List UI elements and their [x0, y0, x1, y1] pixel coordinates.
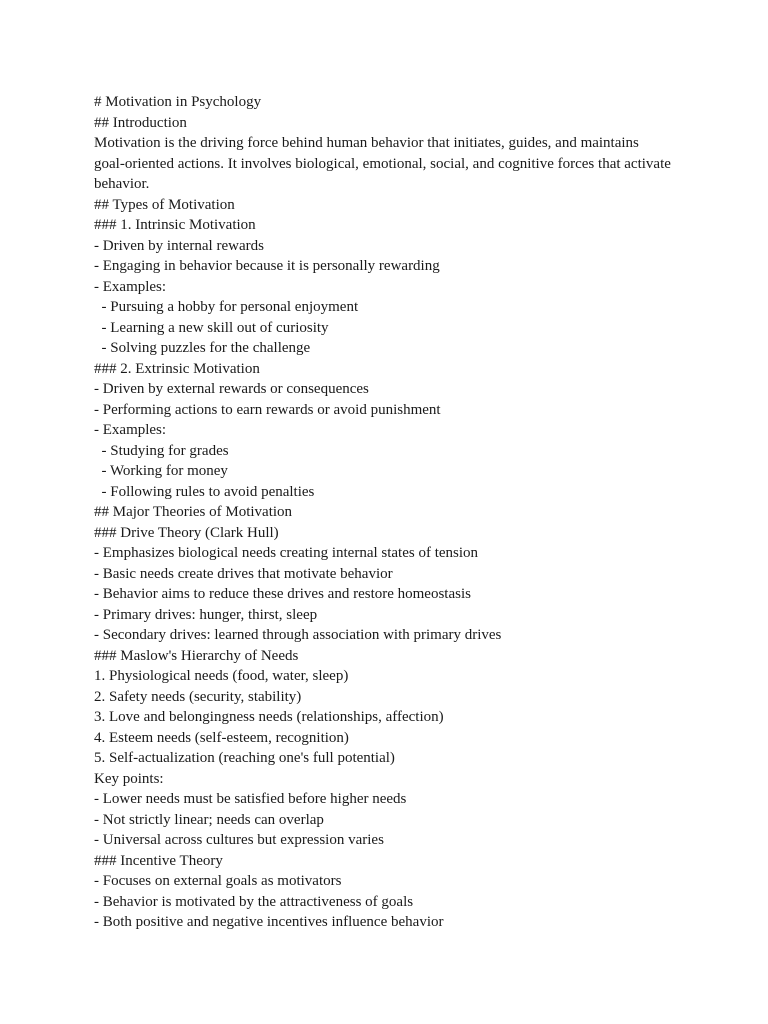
numbered-item: 3. Love and belongingness needs (relationships, affection)	[94, 709, 444, 725]
list-item: - Engaging in behavior because it is personally rewarding	[94, 258, 440, 274]
list-item: - Basic needs create drives that motivate behavior	[94, 565, 393, 582]
numbered-item: 4. Esteem needs (self-esteem, recognition)	[94, 729, 349, 746]
heading-introduction: ## Introduction	[94, 114, 187, 131]
list-item: - Driven by internal rewards	[94, 237, 264, 254]
list-item: - Examples:	[94, 278, 167, 295]
sub-list-item: - Following rules to avoid penalties	[94, 483, 315, 500]
sub-list-item: - Learning a new skill out of curiosity	[94, 319, 329, 336]
heading-maslow-hierarchy: ### Maslow's Hierarchy of Needs	[94, 647, 299, 664]
list-item: - Behavior is motivated by the attractiveness of goals	[94, 893, 414, 910]
paragraph-line: goal-oriented actions. It involves biological, emotional, social, and cognitive forces that activate	[94, 155, 671, 172]
list-item: - Examples:	[94, 422, 167, 438]
sub-list-item: - Working for money	[94, 463, 228, 479]
list-item: - Emphasizes biological needs creating internal states of tension	[94, 545, 479, 561]
list-item: - Primary drives: hunger, thirst, sleep	[94, 606, 318, 623]
heading-drive-theory: ### Drive Theory (Clark Hull)	[94, 524, 279, 541]
heading-incentive-theory: ### Incentive Theory	[94, 852, 223, 869]
list-item: - Universal across cultures but expression varies	[94, 832, 384, 848]
list-item: - Secondary drives: learned through association with primary drives	[94, 627, 502, 643]
heading-major-theories: ## Major Theories of Motivation	[94, 504, 293, 520]
paragraph-line: behavior.	[94, 176, 150, 192]
doc-title: # Motivation in Psychology	[94, 94, 262, 110]
numbered-item: 5. Self-actualization (reaching one's full potential)	[94, 750, 395, 766]
sub-list-item: - Studying for grades	[94, 442, 229, 459]
numbered-item: 1. Physiological needs (food, water, sleep)	[94, 668, 349, 684]
list-item: - Driven by external rewards or consequences	[94, 381, 369, 397]
list-item: - Both positive and negative incentives influence behavior	[94, 914, 444, 930]
heading-types-of-motivation: ## Types of Motivation	[94, 196, 235, 213]
document-body	[94, 92, 694, 933]
list-item: - Not strictly linear; needs can overlap	[94, 811, 324, 828]
key-points-label: Key points:	[94, 770, 164, 787]
heading-intrinsic-motivation: ### 1. Intrinsic Motivation	[94, 217, 256, 233]
list-item: - Lower needs must be satisfied before higher needs	[94, 791, 407, 807]
heading-extrinsic-motivation: ### 2. Extrinsic Motivation	[94, 360, 260, 377]
list-item: - Focuses on external goals as motivators	[94, 873, 342, 889]
numbered-item: 2. Safety needs (security, stability)	[94, 688, 302, 705]
list-item: - Performing actions to earn rewards or avoid punishment	[94, 401, 441, 418]
sub-list-item: - Solving puzzles for the challenge	[94, 340, 311, 356]
paragraph-line: Motivation is the driving force behind human behavior that initiates, guides, and maintains	[94, 135, 639, 151]
list-item: - Behavior aims to reduce these drives and restore homeostasis	[94, 586, 471, 602]
sub-list-item: - Pursuing a hobby for personal enjoyment	[94, 299, 359, 315]
